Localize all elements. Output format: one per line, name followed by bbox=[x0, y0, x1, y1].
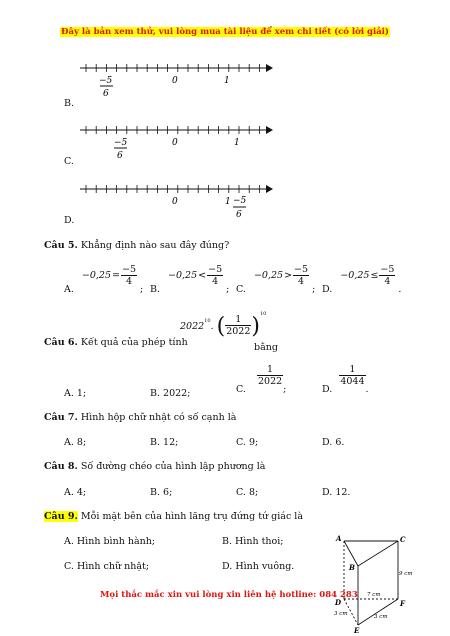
bottom-banner: Mọi thắc mắc xin vui lòng xin liên hệ hotline: 084 283 bbox=[100, 590, 358, 600]
op: ≤ bbox=[370, 270, 379, 281]
arrow-head bbox=[266, 64, 273, 72]
arrow-head bbox=[266, 185, 273, 193]
question-number: Câu 8. bbox=[44, 461, 78, 472]
tick-label-one: 1 bbox=[224, 76, 230, 86]
tick-label-zero: 0 bbox=[172, 138, 178, 148]
right-paren: ) bbox=[251, 314, 260, 339]
number-line-a bbox=[80, 60, 275, 102]
expr-den: 2022 bbox=[226, 326, 251, 337]
q9-option-a: A. Hình bình hành; bbox=[64, 536, 156, 547]
length-7cm: 7 cm bbox=[367, 592, 381, 598]
lhs: −0,25 bbox=[81, 270, 112, 281]
question-text: Hình hộp chữ nhật có số cạnh là bbox=[80, 412, 237, 423]
q7-option-c: C. 9; bbox=[236, 437, 259, 448]
vertex-f: F bbox=[400, 599, 405, 608]
question-6-suffix: bằng bbox=[254, 342, 278, 353]
lhs: −0,25 bbox=[340, 270, 370, 281]
q8-option-a: A. 4; bbox=[64, 487, 87, 498]
q6-expression bbox=[180, 311, 266, 339]
tick-label-6: 6 bbox=[103, 89, 109, 99]
tick-label-minus5: −5 bbox=[233, 196, 247, 206]
q7-option-b: B. 12; bbox=[150, 437, 179, 448]
tick-label-6: 6 bbox=[236, 210, 242, 220]
option-label: D. bbox=[322, 384, 333, 395]
left-paren: ( bbox=[216, 314, 226, 339]
question-8 bbox=[44, 461, 265, 472]
option-c-label: C. bbox=[64, 156, 74, 167]
q6-option-b: B. 2022; bbox=[150, 388, 191, 399]
expr-power: 10 bbox=[260, 311, 267, 317]
q8-option-d: D. 12. bbox=[322, 487, 351, 498]
lhs: −0,25 bbox=[168, 270, 198, 281]
question-number: Câu 6. bbox=[44, 337, 78, 348]
expr-exponent: 10 bbox=[204, 318, 211, 324]
number-line-b bbox=[80, 122, 275, 164]
vertex-d: D bbox=[335, 598, 342, 607]
length-9cm: 9 cm bbox=[399, 571, 413, 577]
question-6 bbox=[44, 337, 188, 348]
q8-option-b: B. 6; bbox=[150, 487, 173, 498]
tick-label-one: 1 bbox=[225, 197, 231, 207]
top-banner bbox=[0, 27, 450, 37]
option-label: C. bbox=[236, 384, 246, 395]
op: > bbox=[284, 270, 293, 281]
q6-option-a: A. 1; bbox=[64, 388, 87, 399]
q5-option-d: D.−0,25≤ $\frac{-5}{4}$ . bbox=[322, 264, 402, 295]
q6-option-d: D. $\frac{1}{4044}$ . bbox=[322, 364, 369, 395]
q5-option-b: B.−0,25< $\frac{-5}{4}$ ; bbox=[150, 264, 230, 295]
tick-label-6: 6 bbox=[117, 151, 123, 161]
option-label: C. bbox=[236, 284, 246, 295]
op: < bbox=[198, 270, 207, 281]
tick-label-zero: 0 bbox=[172, 197, 178, 207]
arrow-head bbox=[266, 126, 273, 134]
tick-label-minus5: −5 bbox=[99, 76, 113, 86]
question-number: Câu 9. bbox=[44, 511, 78, 522]
tick-label-zero: 0 bbox=[172, 76, 178, 86]
q6-option-c: C. $\frac{1}{2022}$ ; bbox=[236, 364, 287, 395]
lhs: −0,25 bbox=[253, 270, 284, 281]
prism-figure bbox=[332, 532, 422, 636]
option-label: D. bbox=[322, 284, 333, 295]
expr-dot: . bbox=[210, 321, 214, 332]
question-number: Câu 7. bbox=[44, 412, 78, 423]
vertex-a: A bbox=[336, 534, 342, 543]
q7-option-a: A. 8; bbox=[64, 437, 87, 448]
expr-num: 1 bbox=[225, 314, 251, 326]
q9-option-b: B. Hình thoi; bbox=[222, 536, 284, 547]
q9-option-d: D. Hình vuông. bbox=[222, 561, 295, 572]
top-banner-text: Đây là bản xem thử, vui lòng mua tài liệu để xem chi tiết (có lời giải) bbox=[61, 27, 389, 37]
question-text: Khẳng định nào sau đây đúng? bbox=[80, 240, 230, 251]
q9-option-c: C. Hình chữ nhật; bbox=[64, 561, 150, 572]
q5-option-a: A.−0,25= $\frac{-5}{4}$ ; bbox=[64, 264, 144, 295]
number-line-c bbox=[80, 181, 275, 225]
question-7 bbox=[44, 412, 236, 423]
tick-label-minus5: −5 bbox=[114, 138, 128, 148]
question-9 bbox=[44, 511, 303, 522]
tick-label-one: 1 bbox=[234, 138, 240, 148]
question-text: Số đường chéo của hình lập phương là bbox=[80, 461, 266, 472]
option-d-label: D. bbox=[64, 215, 75, 226]
question-text: Kết quả của phép tính bbox=[80, 337, 188, 348]
question-number: Câu 5. bbox=[44, 240, 78, 251]
vertex-c: C bbox=[400, 535, 406, 544]
vertex-e: E bbox=[354, 626, 360, 635]
question-text: Mỗi mặt bên của hình lăng trụ đứng tứ giác là bbox=[80, 511, 303, 522]
option-label: A. bbox=[64, 284, 74, 295]
question-5 bbox=[44, 240, 229, 251]
length-3cm-bottom: 3 cm bbox=[374, 614, 388, 620]
option-label: B. bbox=[150, 284, 161, 295]
vertex-b: B bbox=[349, 563, 355, 572]
option-b-label: B. bbox=[64, 98, 75, 109]
q8-option-c: C. 8; bbox=[236, 487, 259, 498]
q7-option-d: D. 6. bbox=[322, 437, 345, 448]
length-3cm-left: 3 cm bbox=[334, 611, 348, 617]
q5-option-c: C.−0,25> $\frac{-5}{4}$ ; bbox=[236, 264, 316, 295]
op: = bbox=[112, 270, 120, 281]
expr-base: 2022 bbox=[180, 321, 205, 332]
